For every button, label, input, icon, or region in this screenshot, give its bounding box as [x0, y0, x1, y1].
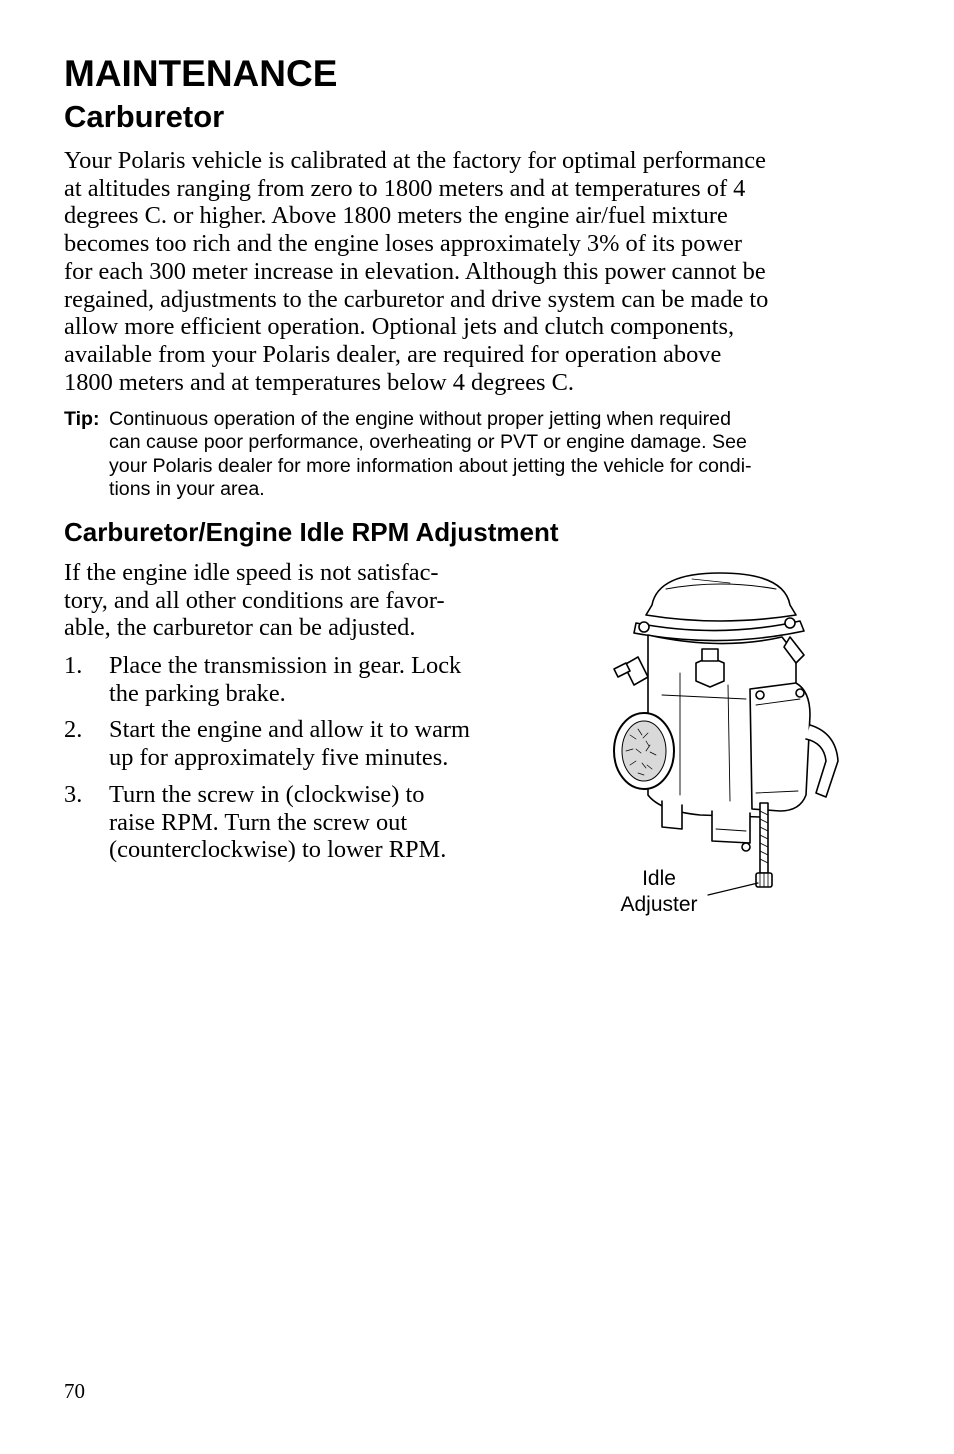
step-text: Start the engine and allow it to warm up for approximately five minutes.: [109, 716, 471, 772]
steps-list: [64, 652, 534, 873]
page-title: MAINTENANCE: [64, 53, 338, 94]
step-number: 1.: [64, 652, 83, 679]
tip-label: Tip:: [64, 408, 100, 430]
idle-intro-paragraph: If the engine idle speed is not satisfac- tory, and all other conditions are favor- able, the carburetor can be adjusted.: [64, 559, 445, 642]
tip-text: Continuous operation of the engine without proper jetting when required can cause poor performance, overheating or PVT or engine damage. See your Polaris dealer for more information about jetting the vehicle for condi- tions in your area.: [109, 408, 752, 500]
step-text: Place the transmission in gear. Lock the parking brake.: [109, 652, 462, 707]
intro-paragraph: Your Polaris vehicle is calibrated at the factory for optimal performance at altitudes ranging from zero to 1800 meters and at temperatures of 4 degrees C. or higher. Above 1800 meters the engine air/fuel mixture becomes too rich and the engine loses approximately 3% of its power for each 300 meter increase in elevation. Although this power cannot be regained, adjustments to the carburetor and drive system can be made to allow more efficient operation. Optional jets and clutch components, available from your Polaris dealer, are required for operation above 1800 meters and at temperatures below 4 degrees C.: [64, 147, 769, 396]
step-number: 2.: [64, 716, 83, 744]
list-item: [64, 716, 534, 771]
list-item: [64, 652, 534, 707]
step-number: 3.: [64, 780, 83, 808]
step-text: Turn the screw in (clockwise) to raise RPM. Turn the screw out (counterclockwise) to lower RPM.: [109, 780, 447, 864]
carburetor-cap: [646, 573, 796, 621]
section-title: Carburetor: [64, 99, 225, 134]
callout-leader-line: [708, 883, 758, 895]
list-item: [64, 781, 534, 864]
idle-adjuster-label: Idle Adjuster: [620, 867, 698, 916]
subsection-title: Carburetor/Engine Idle RPM Adjustment: [64, 517, 559, 547]
page-number: 70: [64, 1379, 85, 1403]
